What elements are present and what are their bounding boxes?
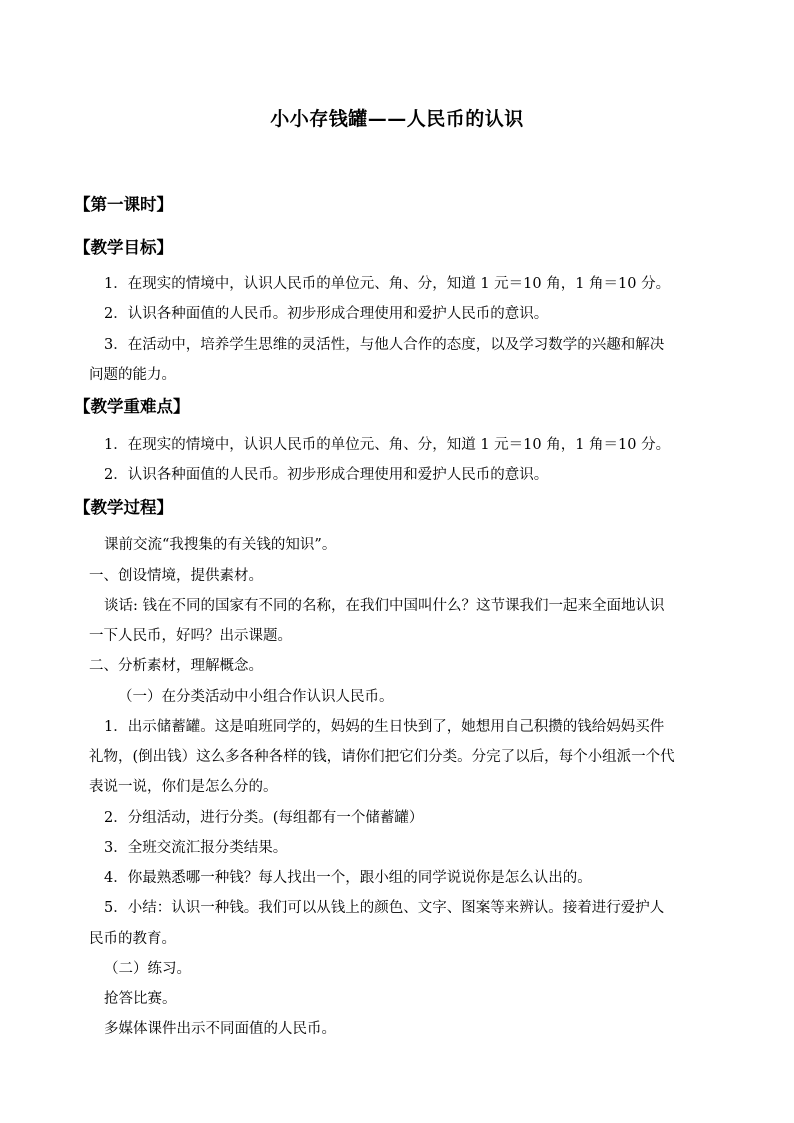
process-line-4: 一下人民币，好吗？出示课题。 <box>89 628 292 644</box>
goal-line-2: 2．认识各种面值的人民币。初步形成合理使用和爱护人民币的意识。 <box>104 306 549 322</box>
process-line-9: 表说一说，你们是怎么分的。 <box>89 779 278 795</box>
heading-lesson: 【第一课时】 <box>74 195 173 214</box>
process-line-7: 1．出示储蓄罐。这是咱班同学的，妈妈的生日快到了，她想用自己积攒的钱给妈妈买件 <box>104 719 665 735</box>
goal-line-3-cont: 问题的能力。 <box>89 367 176 383</box>
heading-process: 【教学过程】 <box>74 498 173 517</box>
process-line-10: 2．分组活动，进行分类。(每组都有一个储蓄罐） <box>104 810 424 826</box>
process-line-3: 谈话: 钱在不同的国家有不同的名称，在我们中国叫什么？这节课我们一起来全面地认识 <box>104 598 665 614</box>
process-line-16: 抢答比赛。 <box>104 991 177 1007</box>
process-line-1: 课前交流“我搜集的有关钱的知识”。 <box>104 537 337 553</box>
process-line-14: 民币的教育。 <box>89 931 176 947</box>
process-line-13: 5．小结：认识一种钱。我们可以从钱上的颜色、文字、图案等来辨认。接着进行爱护人 <box>104 900 665 916</box>
goal-line-1: 1．在现实的情境中，认识人民币的单位元、角、分，知道 1 元＝10 角，1 角＝10 分。 <box>104 276 671 292</box>
key-point-line-2: 2．认识各种面值的人民币。初步形成合理使用和爱护人民币的意识。 <box>104 467 549 483</box>
key-point-line-1: 1．在现实的情境中，认识人民币的单位元、角、分，知道 1 元＝10 角，1 角＝10 分。 <box>104 437 671 453</box>
goal-line-3: 3．在活动中，培养学生思维的灵活性，与他人合作的态度，以及学习数学的兴趣和解决 <box>104 337 665 353</box>
process-line-8: 礼物，(倒出钱）这么多各种各样的钱，请你们把它们分类。分完了以后，每个小组派一个代 <box>89 749 675 765</box>
process-line-2: 一、创设情境，提供素材。 <box>89 568 263 584</box>
process-line-5: 二、分析素材，理解概念。 <box>89 658 263 674</box>
process-line-15: （二）练习。 <box>104 961 191 977</box>
process-line-12: 4．你最熟悉哪一种钱？每人找出一个，跟小组的同学说说你是怎么认出的。 <box>104 870 592 886</box>
heading-goals: 【教学目标】 <box>74 238 173 257</box>
process-line-11: 3．全班交流汇报分类结果。 <box>104 840 288 856</box>
process-line-6: （一）在分类活动中小组合作认识人民币。 <box>118 689 394 705</box>
process-line-17: 多媒体课件出示不同面值的人民币。 <box>104 1021 336 1037</box>
page-title: 小小存钱罐——人民币的认识 <box>270 108 524 130</box>
heading-key-points: 【教学重难点】 <box>74 397 190 416</box>
